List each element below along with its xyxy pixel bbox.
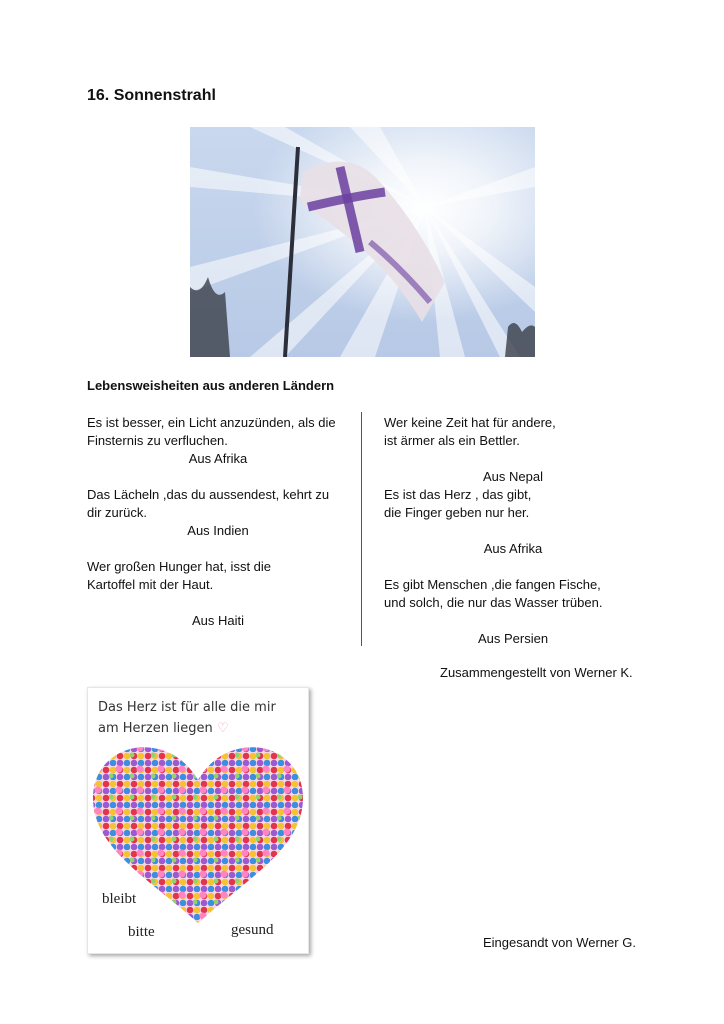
quote-origin: Aus Haiti: [191, 613, 245, 628]
card-word-gesund: gesund: [231, 922, 274, 938]
compiled-by-credit: Zusammengestellt von Werner K.: [440, 665, 633, 680]
card-text-line2: [98, 721, 229, 736]
quote-line: Es gibt Menschen ,die fangen Fische,: [384, 577, 601, 592]
card-word-bitte: bitte: [128, 924, 155, 940]
left-quotes-column: [87, 414, 349, 630]
heart-card-image: [87, 687, 309, 954]
quote-line: Das Lächeln ,das du aussendest, kehrt zu: [87, 487, 330, 502]
quote-origin: Aus Persien: [477, 631, 549, 646]
card-text-line1: Das Herz ist für alle die mir: [98, 700, 276, 715]
sunbeam-flag-photo: [190, 127, 535, 357]
quote-line: Es ist besser, ein Licht anzuzünden, als die: [87, 415, 336, 430]
card-word-bleibt: bleibt: [102, 891, 137, 907]
submitted-by-credit: Eingesandt von Werner G.: [483, 935, 636, 950]
quote-origin: Aus Afrika: [188, 451, 248, 466]
right-quotes-column: [384, 414, 642, 648]
quote-line: Es ist das Herz , das gibt,: [384, 487, 532, 502]
page-title: 16. Sonnenstrahl: [87, 87, 216, 104]
quote-line: Wer großen Hunger hat, isst die: [87, 559, 272, 574]
quote-line: dir zurück.: [87, 505, 147, 520]
small-pink-heart-icon: ♡: [216, 721, 229, 736]
quote-origin: Aus Afrika: [483, 541, 543, 556]
quote-line: ist ärmer als ein Bettler.: [384, 433, 520, 448]
column-divider: [361, 412, 362, 646]
quote-line: Wer keine Zeit hat für andere,: [384, 415, 556, 430]
quote-line: Finsternis zu verfluchen.: [87, 433, 228, 448]
section-subtitle: Lebensweisheiten aus anderen Ländern: [87, 378, 335, 393]
quote-line: die Finger geben nur her.: [384, 505, 530, 520]
quote-line: Kartoffel mit der Haut.: [87, 577, 214, 592]
quote-origin: Aus Indien: [187, 523, 249, 538]
quote-line: und solch, die nur das Wasser trüben.: [384, 595, 603, 610]
card-text-line2-label: am Herzen liegen: [98, 721, 213, 736]
quote-origin: Aus Nepal: [483, 469, 543, 484]
